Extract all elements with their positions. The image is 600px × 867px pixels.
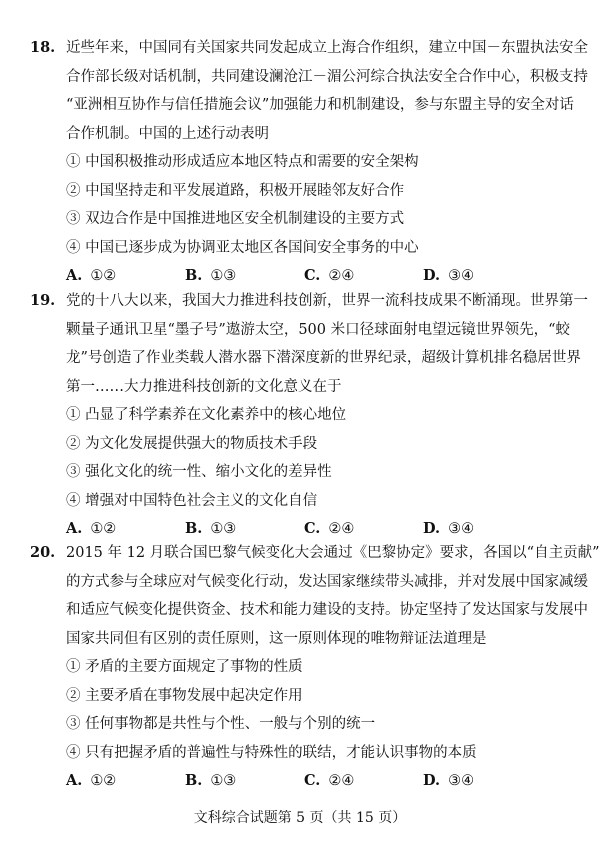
question-stem <box>30 34 588 148</box>
choice-text: ③④ <box>448 521 475 537</box>
choice-text: ②④ <box>328 773 355 789</box>
choice-letter: B. <box>185 772 203 789</box>
choice-text: ①③ <box>210 268 237 284</box>
choice-text: ③④ <box>448 268 475 284</box>
choice-letter: D. <box>423 772 441 789</box>
statement-1: ① 凸显了科学素养在文化素养中的核心地位 <box>66 407 347 423</box>
statement-3: ③ 双边合作是中国推进地区安全机制建设的主要方式 <box>66 211 405 227</box>
statement-4: ④ 中国已逐步成为协调亚太地区各国间安全事务的中心 <box>66 239 419 256</box>
choice-text: ②④ <box>328 521 355 537</box>
choice-text: ①② <box>90 268 117 284</box>
choice-letter: C. <box>304 772 321 789</box>
choice-letter: A. <box>66 520 83 537</box>
choice-d[interactable] <box>423 767 542 796</box>
stem-text: 合作机制。中国的上述行动表明 <box>66 125 269 142</box>
statement-4: ④ 只有把握矛盾的普遍性与特殊性的联结，才能认识事物的本质 <box>66 744 477 761</box>
question-20 <box>30 539 600 796</box>
statement-1: ① 矛盾的主要方面规定了事物的性质 <box>66 659 303 675</box>
choice-letter: D. <box>423 520 441 537</box>
choice-text: ③④ <box>448 773 475 789</box>
question-19 <box>30 287 588 544</box>
choice-letter: C. <box>304 267 321 284</box>
stem-text: 党的十八大以来，我国大力推进科技创新，世界一流科技成果不断涌现。世界第一 <box>66 293 588 309</box>
statement-4: ④ 增强对中国特色社会主义的文化自信 <box>66 492 318 509</box>
choice-text: ②④ <box>328 268 355 284</box>
stem-text: 第一……大力推进科技创新的文化意义在于 <box>66 378 342 395</box>
choice-text: ①② <box>90 773 117 789</box>
statement-3: ③ 强化文化的统一性、缩小文化的差异性 <box>66 464 332 480</box>
stem-line-first <box>30 287 588 316</box>
choice-text: ①③ <box>210 521 237 537</box>
question-stem <box>30 287 588 401</box>
stem-text: 合作部长级对话机制，共同建设澜沧江－湄公河综合执法安全合作中心，积极支持 <box>66 68 588 85</box>
statement-2: ② 中国坚持走和平发展道路，积极开展睦邻友好合作 <box>66 182 405 199</box>
stem-text: 龙”号创造了作业类载人潜水器下潜深度新的世界纪录，超级计算机排名稳居世界 <box>66 350 581 366</box>
stem-text: 颗量子通讯卫星“墨子号”遨游太空，500 米口径球面射电望远镜世界领先，“蛟 <box>66 321 571 338</box>
choice-letter: D. <box>423 267 441 284</box>
choice-letter: A. <box>66 772 83 789</box>
choice-letter: A. <box>66 267 83 284</box>
choice-letter: C. <box>304 520 321 537</box>
stem-text: “亚洲相互协作与信任措施会议”加强能力和机制建设，参与东盟主导的安全对话 <box>66 97 574 113</box>
choice-a[interactable] <box>66 767 185 796</box>
question-number: 18. <box>30 39 56 56</box>
stem-text: 和适应气候变化提供资金、技术和能力建设的支持。协定坚持了发达国家与发展中 <box>66 602 588 618</box>
question-stem <box>30 539 600 653</box>
statement-3: ③ 任何事物都是共性与个性、一般与个别的统一 <box>66 716 376 732</box>
stem-text: 的方式参与全球应对气候变化行动，发达国家继续带头减排，并对发展中国家减缓 <box>66 573 588 590</box>
statement-2: ② 主要矛盾在事物发展中起决定作用 <box>66 687 303 704</box>
question-number: 20. <box>30 544 56 561</box>
stem-text: 2015 年 12 月联合国巴黎气候变化大会通过《巴黎协定》要求，各国以“自主贡献” <box>66 545 600 561</box>
choice-text: ①② <box>90 521 117 537</box>
choice-text: ①③ <box>210 773 237 789</box>
statement-1: ① 中国积极推动形成适应本地区特点和需要的安全架构 <box>66 154 419 170</box>
stem-text: 近些年来，中国同有关国家共同发起成立上海合作组织，建立中国－东盟执法安全 <box>66 40 588 56</box>
answer-choices <box>30 767 570 796</box>
stem-line-first <box>30 34 588 63</box>
choice-c[interactable] <box>304 767 423 796</box>
page-footer: 文科综合试题第 5 页（共 15 页） <box>193 810 407 826</box>
choice-letter: B. <box>185 267 203 284</box>
stem-line-first <box>30 539 600 568</box>
choice-b[interactable] <box>185 767 304 796</box>
choice-letter: B. <box>185 520 203 537</box>
question-18 <box>30 34 588 291</box>
statement-2: ② 为文化发展提供强大的物质技术手段 <box>66 435 318 452</box>
stem-text: 国家共同但有区别的责任原则，这一原则体现的唯物辩证法道理是 <box>66 630 487 647</box>
question-number: 19. <box>30 292 56 309</box>
